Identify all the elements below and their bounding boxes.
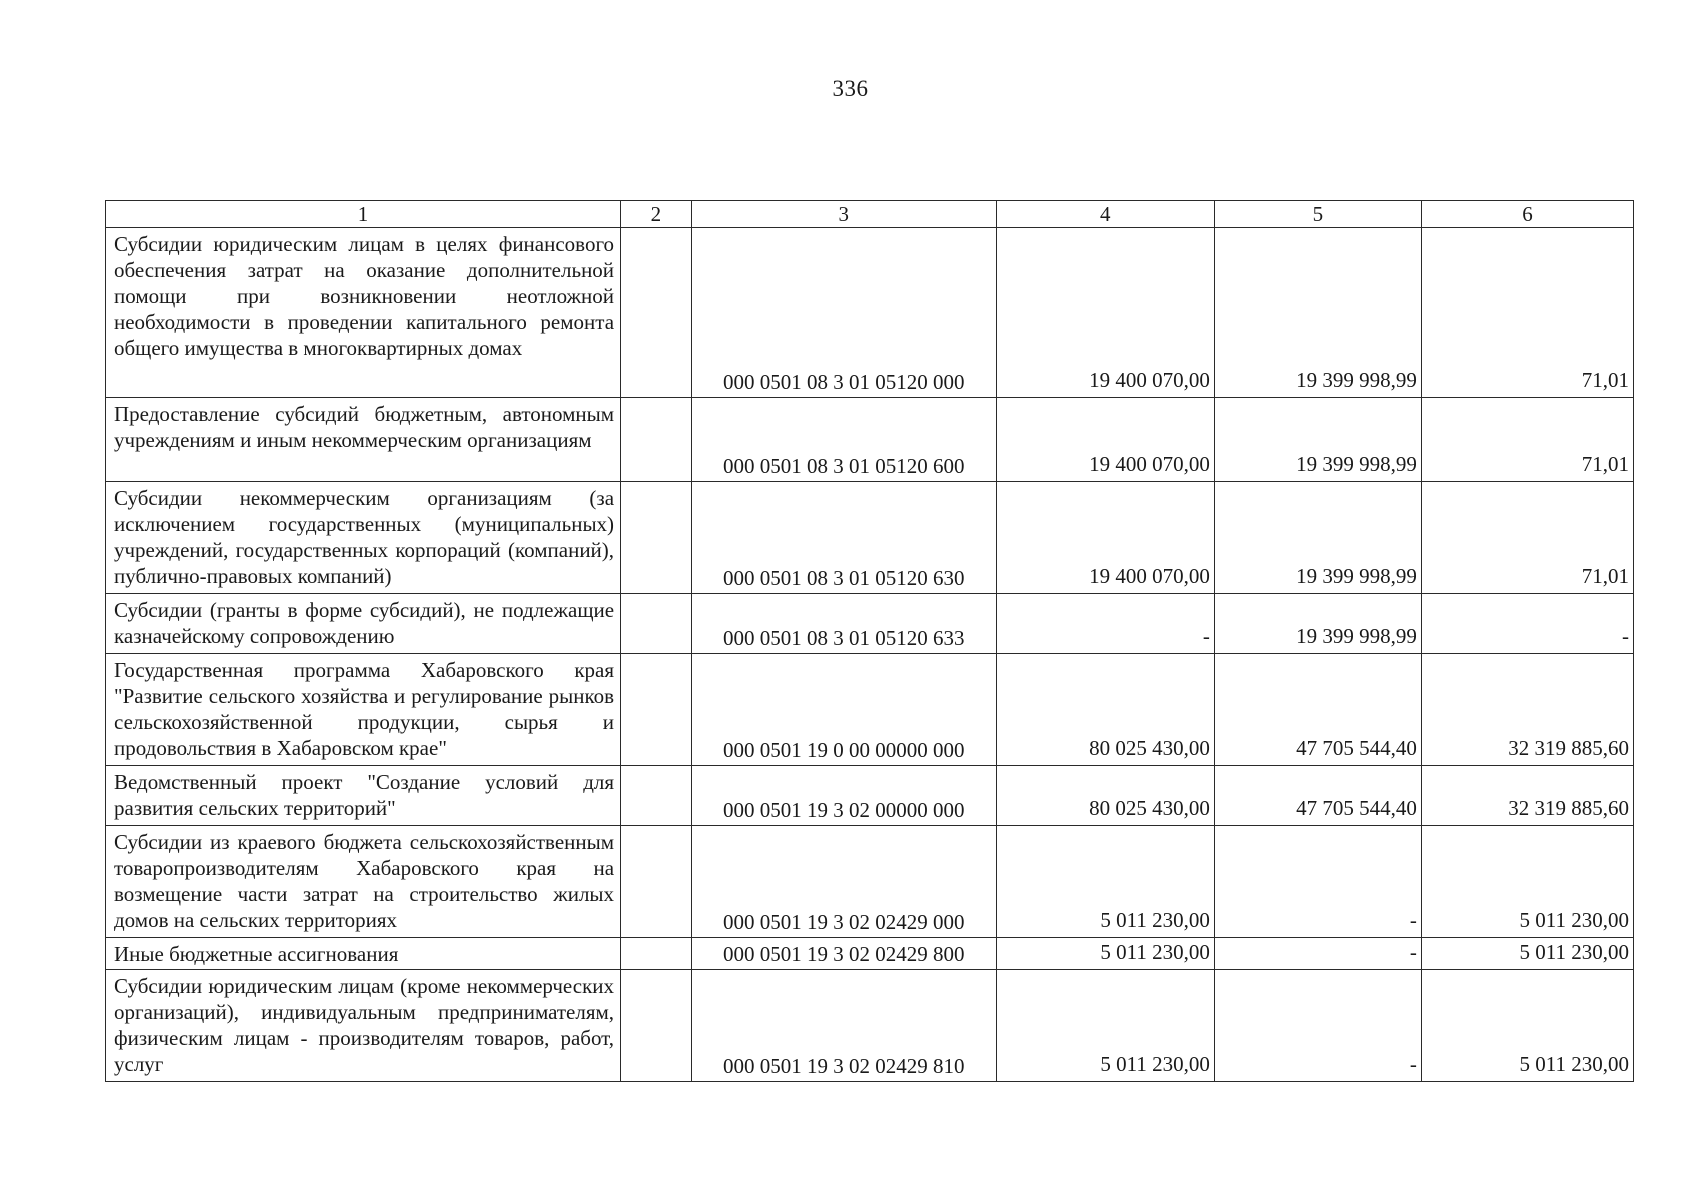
- row-col6: 71,01: [1421, 398, 1633, 482]
- row-col5: 19 399 998,99: [1214, 228, 1421, 398]
- row-col5: 19 399 998,99: [1214, 398, 1421, 482]
- row-code: 000 0501 19 0 00 00000 000: [691, 654, 996, 766]
- row-col4: 19 400 070,00: [996, 228, 1214, 398]
- row-col2: [621, 938, 692, 970]
- row-col5: -: [1214, 826, 1421, 938]
- page-number: 336: [832, 76, 869, 101]
- row-name: Субсидии (гранты в форме субсидий), не подлежащие казначейскому сопровождению: [106, 594, 621, 654]
- row-col6: -: [1421, 594, 1633, 654]
- row-col6: 32 319 885,60: [1421, 654, 1633, 766]
- table-row: [106, 654, 1634, 766]
- row-col6: 5 011 230,00: [1421, 970, 1633, 1082]
- header-col-4: 4: [996, 201, 1214, 228]
- row-col4: 5 011 230,00: [996, 938, 1214, 970]
- row-col4: 80 025 430,00: [996, 654, 1214, 766]
- budget-table: [105, 200, 1634, 1082]
- table-row: [106, 826, 1634, 938]
- row-col5: 47 705 544,40: [1214, 766, 1421, 826]
- row-code: 000 0501 08 3 01 05120 600: [691, 398, 996, 482]
- header-col-6: 6: [1421, 201, 1633, 228]
- row-col6: 71,01: [1421, 482, 1633, 594]
- row-col5: 47 705 544,40: [1214, 654, 1421, 766]
- table-row: [106, 766, 1634, 826]
- row-col2: [621, 826, 692, 938]
- header-col-1: 1: [106, 201, 621, 228]
- row-col2: [621, 970, 692, 1082]
- row-code: 000 0501 08 3 01 05120 630: [691, 482, 996, 594]
- row-col6: 32 319 885,60: [1421, 766, 1633, 826]
- table-header: [106, 201, 1634, 228]
- row-name: Субсидии юридическим лицам (кроме некоммерческих организаций), индивидуальным предпринимателям, физическим лицам - производителям товаров, работ, услуг: [106, 970, 621, 1082]
- row-col4: 80 025 430,00: [996, 766, 1214, 826]
- row-col2: [621, 654, 692, 766]
- row-col4: 19 400 070,00: [996, 398, 1214, 482]
- row-col6: 5 011 230,00: [1421, 826, 1633, 938]
- table-body: [106, 228, 1634, 1082]
- table-row: [106, 938, 1634, 970]
- row-col2: [621, 398, 692, 482]
- header-col-5: 5: [1214, 201, 1421, 228]
- header-col-2: 2: [621, 201, 692, 228]
- row-col6: 5 011 230,00: [1421, 938, 1633, 970]
- row-name: Субсидии некоммерческим организациям (за исключением государственных (муниципальных) учреждений, государственных корпораций (компаний), публично-правовых компаний): [106, 482, 621, 594]
- row-col5: -: [1214, 938, 1421, 970]
- row-name: Иные бюджетные ассигнования: [106, 938, 621, 970]
- table-row: [106, 398, 1634, 482]
- row-col5: -: [1214, 970, 1421, 1082]
- row-col2: [621, 594, 692, 654]
- row-col2: [621, 482, 692, 594]
- row-col5: 19 399 998,99: [1214, 482, 1421, 594]
- row-name: Предоставление субсидий бюджетным, автономным учреждениям и иным некоммерческим организациям: [106, 398, 621, 482]
- row-col4: -: [996, 594, 1214, 654]
- row-code: 000 0501 08 3 01 05120 000: [691, 228, 996, 398]
- header-col-3: 3: [691, 201, 996, 228]
- row-name: Ведомственный проект "Создание условий для развития сельских территорий": [106, 766, 621, 826]
- table-row: [106, 594, 1634, 654]
- row-col2: [621, 228, 692, 398]
- row-col2: [621, 766, 692, 826]
- row-code: 000 0501 19 3 02 02429 000: [691, 826, 996, 938]
- table-row: [106, 228, 1634, 398]
- row-col4: 19 400 070,00: [996, 482, 1214, 594]
- row-name: Государственная программа Хабаровского края "Развитие сельского хозяйства и регулирование рынков сельскохозяйственной продукции, сырья и продовольствия в Хабаровском крае": [106, 654, 621, 766]
- row-code: 000 0501 08 3 01 05120 633: [691, 594, 996, 654]
- row-col6: 71,01: [1421, 228, 1633, 398]
- row-code: 000 0501 19 3 02 00000 000: [691, 766, 996, 826]
- row-col4: 5 011 230,00: [996, 826, 1214, 938]
- header-row: [106, 201, 1634, 228]
- row-code: 000 0501 19 3 02 02429 800: [691, 938, 996, 970]
- row-col5: 19 399 998,99: [1214, 594, 1421, 654]
- row-name: Субсидии из краевого бюджета сельскохозяйственным товаропроизводителям Хабаровского края на возмещение части затрат на строительство жилых домов на сельских территориях: [106, 826, 621, 938]
- row-col4: 5 011 230,00: [996, 970, 1214, 1082]
- row-code: 000 0501 19 3 02 02429 810: [691, 970, 996, 1082]
- table-row: [106, 482, 1634, 594]
- row-name: Субсидии юридическим лицам в целях финансового обеспечения затрат на оказание дополнительной помощи при возникновении неотложной необходимости в проведении капитального ремонта общего имущества в многоквартирных домах: [106, 228, 621, 398]
- table-row: [106, 970, 1634, 1082]
